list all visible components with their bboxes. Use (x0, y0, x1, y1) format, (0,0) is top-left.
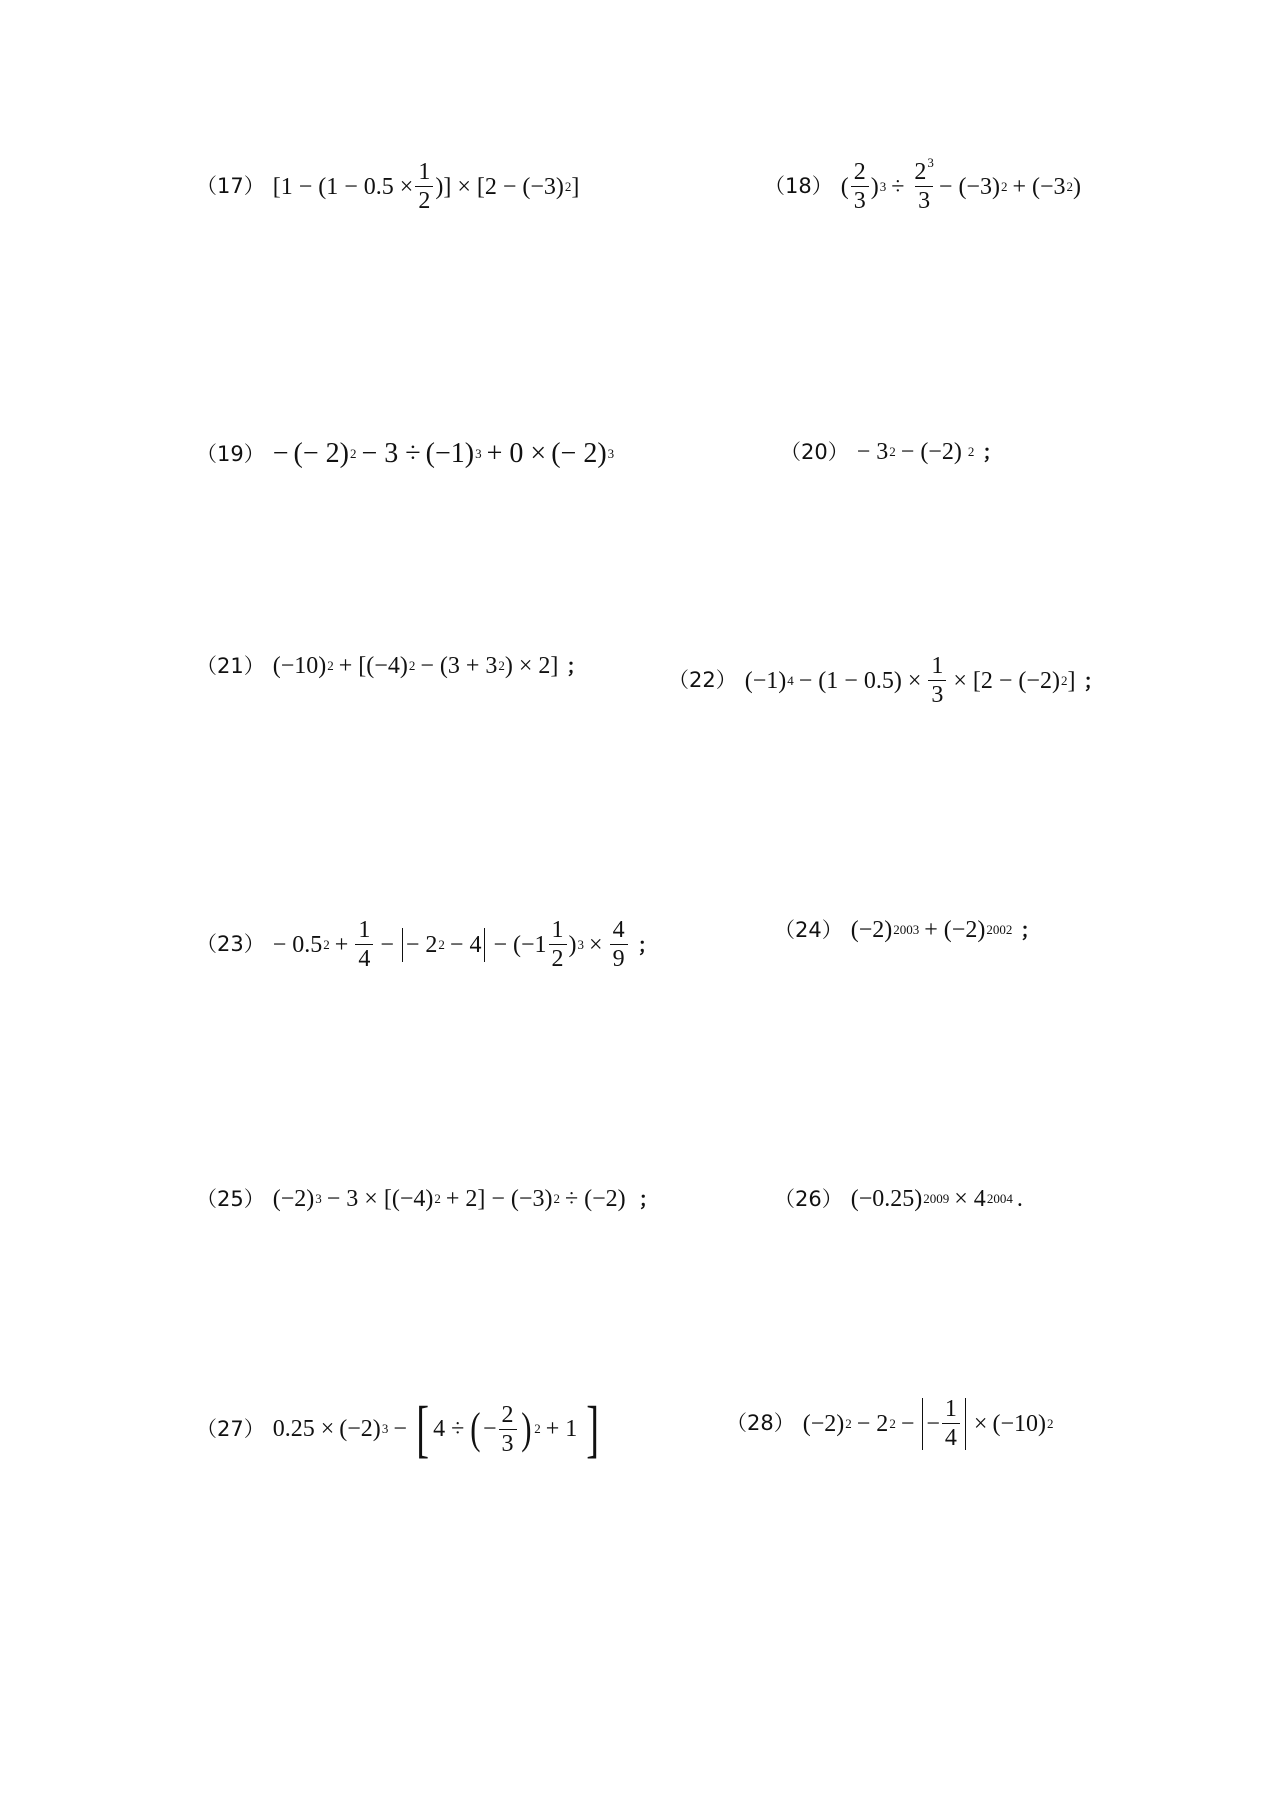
expr-part: ] (571, 173, 580, 200)
problem-17 (196, 160, 579, 213)
numerator: 2 (853, 159, 866, 185)
expr-part: − (−2) (900, 439, 962, 465)
problem-28 (726, 1397, 1053, 1450)
expression: (−10) 2 + [(−4) 2 − (3 + 3 2 ) × 2] ； (272, 653, 587, 679)
expr-part: × 4 (954, 1186, 986, 1212)
expr-part: ( (840, 173, 849, 200)
problem-22 (668, 654, 1103, 707)
expr-part: . (1016, 1186, 1023, 1212)
denominator: 4 (355, 944, 373, 971)
expression: ( $\frac{2}{3}$ ) 3 ÷ $\frac{2^3}{3}$ − (−3) 2 + (−3 2 ) (840, 155, 1082, 214)
expr-part: − 2 (405, 931, 438, 958)
expression: (−0.25) 2009 × 4 2004 . (850, 1186, 1023, 1212)
denominator: 3 (928, 680, 946, 707)
expr-part: − 4 (449, 931, 482, 958)
expr-part: ) (568, 931, 577, 958)
expr-part: ) × 2] (504, 653, 559, 679)
problem-label: （24） (774, 917, 843, 942)
problem-label: （27） (196, 1416, 265, 1441)
expr-part: (− 2) (293, 438, 349, 469)
numerator: 1 (418, 159, 431, 185)
problem-24 (774, 918, 1040, 942)
denominator: 3 (499, 1429, 517, 1456)
problem-26 (774, 1187, 1023, 1211)
expr-part: (−1) (744, 667, 787, 694)
problem-25 (196, 1187, 659, 1211)
expr-part: − 3 × [(−4) (326, 1186, 434, 1212)
expr-part: ) (1073, 173, 1082, 200)
expr-part: 0.25 × (272, 1416, 335, 1442)
expr-part: × (973, 1410, 988, 1437)
expression: (−2) 2003 + (−2) 2002 ； (850, 917, 1041, 943)
numerator: 1 (551, 917, 564, 943)
exponent: 3 (927, 155, 934, 170)
semicolon: ； (638, 1187, 659, 1211)
semicolon: ； (1083, 668, 1104, 693)
expr-part: (−2) (802, 1410, 845, 1437)
fraction (928, 654, 946, 707)
problem-20 (780, 440, 1002, 464)
problem-label: （17） (196, 174, 265, 198)
expr-part: − 2 (856, 1410, 889, 1437)
expr-part: ] (1067, 667, 1076, 694)
expr-part: ) (870, 173, 879, 200)
expr-part: − (−1 (493, 931, 547, 958)
expression: (−1) 4 − (1 − 0.5) × $\frac{1}{3}$ × [2 − (−2) 2 ] ； (744, 653, 1104, 708)
expr-part: 4 ÷ (433, 1416, 465, 1442)
expr-part: (−2) (339, 1416, 381, 1442)
expr-part: − (1 − 0.5) × (798, 667, 922, 694)
expression: − (− 2) 2 − 3 ÷ (−1) 3 + 0 × (− 2) 3 (272, 438, 615, 469)
expr-part: )] × [2 − (−3) (435, 173, 564, 200)
expr-part: − (393, 1416, 407, 1442)
expr-part: (− 2) (551, 438, 607, 469)
expr-part: (−10) (992, 1410, 1046, 1437)
expr-part: (−0.25) (850, 1186, 923, 1212)
expr-part: + [(−4) (338, 653, 408, 679)
expr-part: − (483, 1416, 497, 1442)
expr-part: (−10) (272, 653, 327, 679)
expression: − 0.5 2 + $\frac{1}{4}$ − − 2 2 − 4 − (−1 $\frac{1}{2}$ ) 3 × $\frac{4}{9}$ ； (272, 917, 658, 972)
numerator: 2 (501, 1401, 514, 1428)
numerator (911, 155, 937, 186)
numerator: 1 (944, 1396, 957, 1422)
numerator: 4 (612, 917, 625, 943)
left-paren: ( (470, 1404, 481, 1453)
expr-part: − (3 + 3 (420, 653, 498, 679)
fraction (499, 1403, 517, 1456)
expression: [1 − (1 − 0.5 × $\frac{1}{2}$ )] × [2 − (−3) 2 ] (272, 159, 580, 214)
fraction (415, 160, 433, 213)
fraction (942, 1397, 960, 1450)
denominator: 9 (610, 944, 628, 971)
numerator: 1 (358, 917, 371, 943)
right-paren: ) (520, 1404, 532, 1453)
problem-27 (196, 1393, 604, 1464)
numerator-base: 2 (914, 159, 927, 185)
abs-bar-left (922, 1398, 923, 1450)
expr-part: ÷ (−2) (564, 1186, 626, 1212)
expr-part: − (−3) (938, 173, 1000, 200)
denominator: 2 (549, 944, 567, 971)
abs-bar-left (402, 928, 403, 962)
expr-part: − 0.5 (272, 931, 323, 958)
expr-part: + (−3 (1012, 173, 1066, 200)
semicolon: ； (637, 932, 658, 957)
expr-part: − 3 ÷ (361, 438, 421, 469)
right-bracket: ] (586, 1393, 600, 1464)
semicolon: ； (1020, 918, 1041, 942)
problem-label: （26） (774, 1186, 843, 1211)
expr-part: (−1) (425, 438, 475, 469)
expr-part: − (272, 438, 289, 469)
problem-label: （22） (668, 668, 737, 692)
problem-19 (196, 440, 614, 468)
fraction (355, 918, 373, 971)
fraction (549, 918, 567, 971)
divide-sign: ÷ (891, 173, 905, 200)
expr-part: [1 − (1 − 0.5 × (272, 173, 414, 200)
expr-part: (−2) (850, 917, 893, 943)
left-bracket: [ (416, 1393, 429, 1464)
numerator: 1 (931, 653, 944, 679)
problem-label: （20） (780, 439, 849, 464)
expression: (−2) 2 − 2 2 − − $\frac{1}{4}$ × (−10) 2 (802, 1396, 1054, 1451)
expression: (−2) 3 − 3 × [(−4) 2 + 2] − (−3) 2 ÷ (−2) ； (272, 1186, 659, 1212)
expr-part: + 2] − (−3) (445, 1186, 553, 1212)
expression: 0.25 × (−2) 3 − [ 4 ÷ ( − $\frac{2}{3}$ ) 2 + 1 ] (272, 1393, 600, 1464)
abs-bar-right (965, 1398, 966, 1450)
problem-label: （25） (196, 1186, 265, 1211)
denominator: 3 (851, 186, 869, 213)
expr-part: (−2) (272, 1186, 315, 1212)
denominator: 3 (915, 186, 933, 213)
denominator: 4 (942, 1423, 960, 1450)
semicolon: ； (566, 654, 587, 678)
expr-part: + 0 × (486, 438, 547, 469)
problem-label: （21） (196, 653, 265, 678)
expr-part: − (900, 1410, 915, 1437)
fraction (610, 918, 628, 971)
problem-18 (764, 155, 1082, 214)
problem-label: （18） (764, 174, 833, 198)
problem-label: （19） (196, 441, 265, 466)
expr-part: × [2 − (−2) (953, 667, 1060, 694)
abs-bar-right (484, 928, 485, 962)
problem-label: （23） (196, 932, 265, 956)
expression: − 3 2 − (−2) 2 ； (856, 439, 1003, 465)
problem-21 (196, 654, 586, 678)
expr-part: × (589, 931, 603, 958)
expr-part: + 1 (545, 1416, 578, 1442)
semicolon: ； (982, 440, 1003, 464)
fraction (911, 155, 937, 214)
expr-part: − (380, 931, 394, 958)
expr-part: − 3 (856, 439, 889, 465)
denominator: 2 (415, 186, 433, 213)
expr-part: + (−2) (924, 917, 986, 943)
expr-part: + (334, 931, 349, 958)
fraction (851, 160, 869, 213)
problem-label: （28） (726, 1411, 795, 1435)
expr-part: − (926, 1410, 940, 1437)
problem-23 (196, 918, 658, 971)
